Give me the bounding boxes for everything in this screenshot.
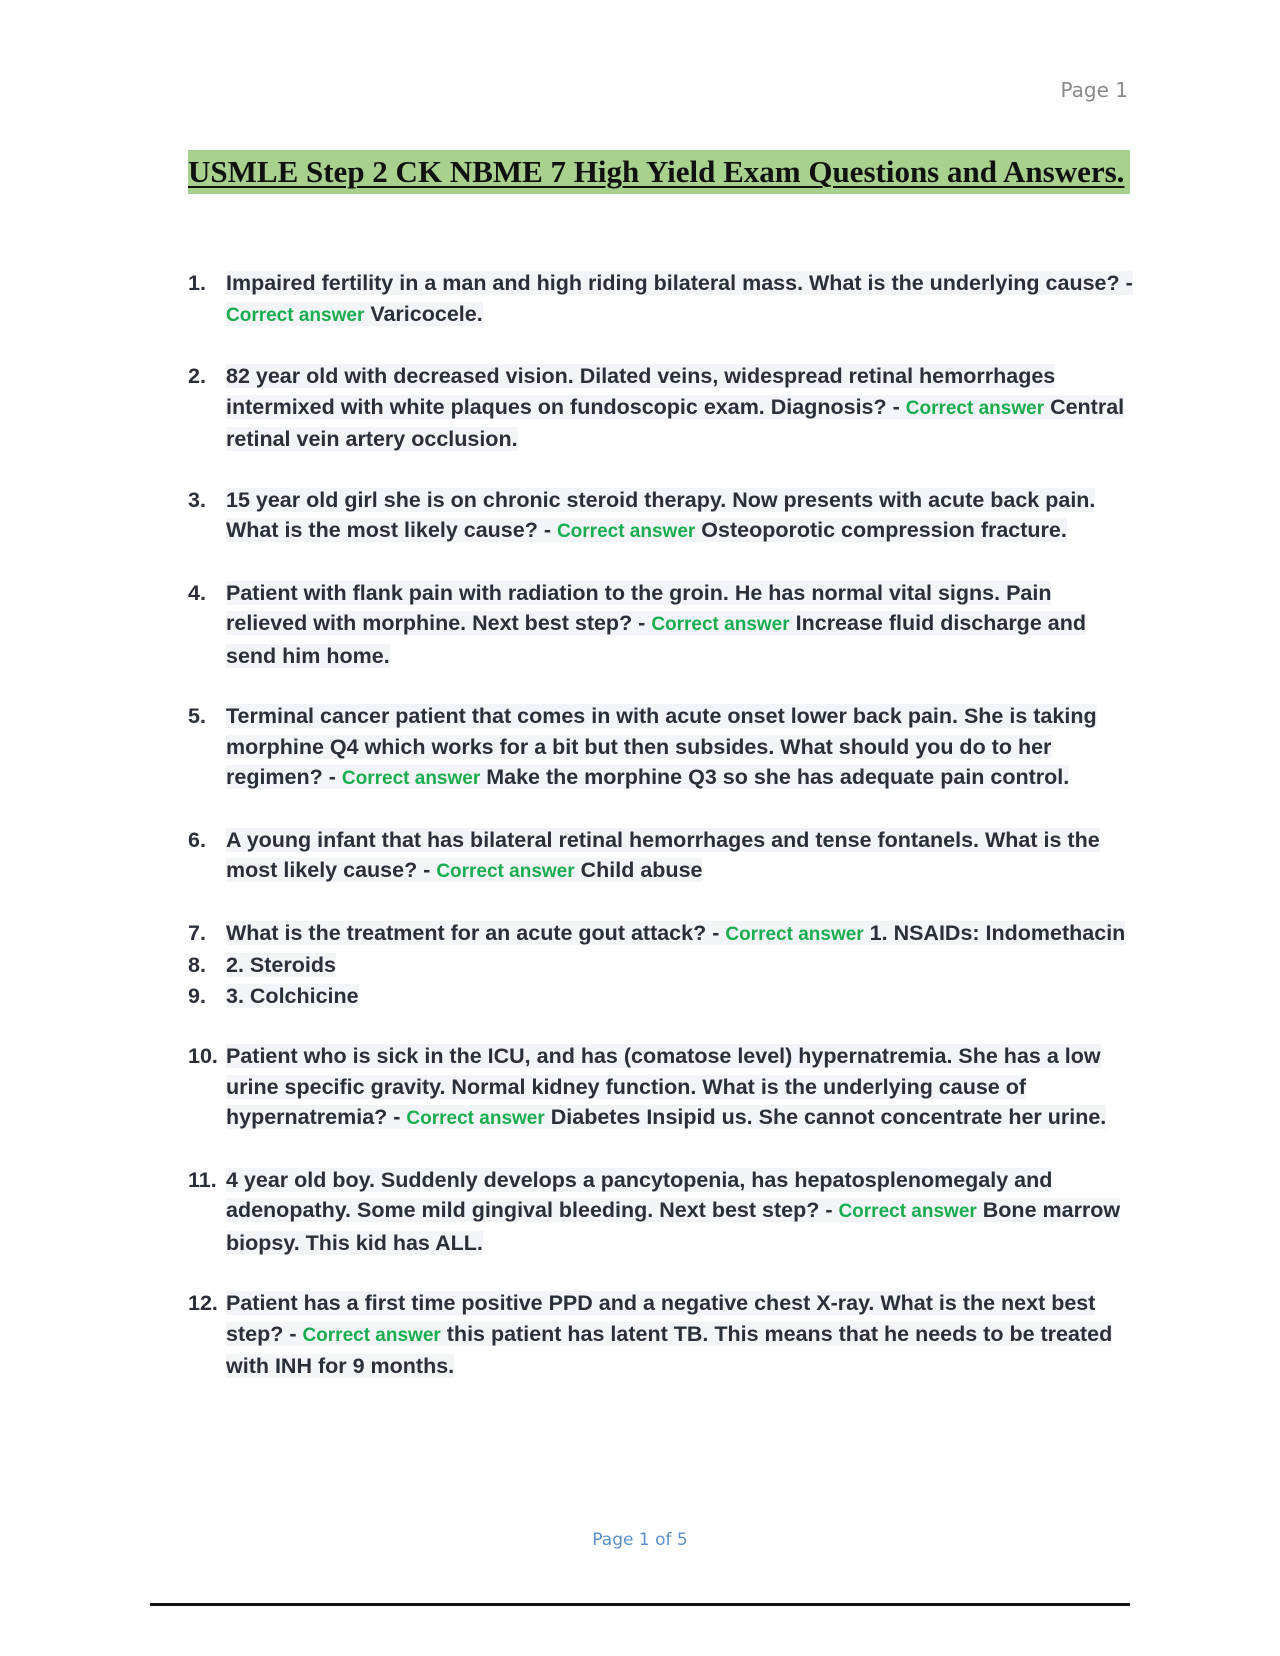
- item-number: 8.: [188, 953, 206, 977]
- footer-divider: [150, 1603, 1130, 1606]
- correct-answer-label: Correct answer: [226, 304, 365, 326]
- question-text: 15 year old girl she is on chronic steroid therapy. Now presents with acute back pain. What is the most likely cause? -: [226, 487, 1096, 542]
- page-header: Page 1: [1060, 78, 1128, 102]
- correct-answer-label: Correct answer: [838, 1201, 977, 1222]
- answer-text: Bone marrow biopsy. This kid has ALL.: [226, 1198, 1121, 1255]
- answer-text: Varicocele.: [364, 301, 483, 326]
- item-number: 11.: [188, 1167, 217, 1192]
- item-number: 6.: [188, 827, 206, 852]
- correct-answer-label: Correct answer: [651, 614, 790, 635]
- correct-answer-label: Correct answer: [556, 521, 696, 542]
- question-text: Patient has a first time positive PPD and a negative chest X-ray. What is the next best step? -: [226, 1291, 1096, 1346]
- document-title-block: [188, 150, 1130, 194]
- document-title: USMLE Step 2 CK NBME 7 High Yield Exam Questions and Answers.: [188, 154, 1125, 189]
- list-item: [188, 825, 1138, 888]
- question-text: What is the treatment for an acute gout attack? -: [226, 920, 726, 945]
- correct-answer-label: Correct answer: [341, 768, 481, 789]
- question-text: 82 year old with decreased vision. Dilated veins, widespread retinal hemorrhages intermixed with white plaques on fundoscopic exam. Diagnosis? -: [226, 364, 1056, 419]
- correct-answer-label: Correct answer: [302, 1324, 441, 1346]
- list-item: [188, 578, 1138, 672]
- answer-text: this patient has latent TB. This means that he needs to be treated with INH for 9 months.: [226, 1321, 1113, 1378]
- item-number: 10.: [188, 1044, 218, 1068]
- correct-answer-label: Correct answer: [905, 397, 1045, 419]
- question-text: Patient with flank pain with radiation to the groin. He has normal vital signs. Pain relieved with morphine. Next best step? -: [226, 580, 1052, 635]
- answer-text: Osteoporotic compression fracture.: [695, 518, 1067, 542]
- answer-text: Make the morphine Q3 so she has adequate pain control.: [480, 765, 1070, 789]
- correct-answer-label: Correct answer: [725, 923, 864, 945]
- list-item-text: 3. Colchicine: [226, 983, 359, 1008]
- list-item-text: 2. Steroids: [226, 953, 336, 977]
- answer-text: Child abuse: [574, 858, 703, 882]
- question-text: Patient who is sick in the ICU, and has (comatose level) hypernatremia. She has a low urine specific gravity. Normal kidney function. What is the underlying cause of hypernatremia? -: [226, 1044, 1101, 1129]
- item-number: 5.: [188, 704, 206, 728]
- list-item: [188, 1165, 1138, 1259]
- list-item: [188, 485, 1138, 548]
- list-item: [188, 268, 1138, 331]
- question-text: Impaired fertility in a man and high riding bilateral mass. What is the underlying cause? -: [226, 271, 1133, 295]
- item-number: 3.: [188, 487, 206, 512]
- correct-answer-label: Correct answer: [406, 1108, 545, 1129]
- list-item: [188, 701, 1138, 795]
- correct-answer-label: Correct answer: [436, 861, 575, 882]
- list-item: [188, 1041, 1138, 1135]
- list-item: [188, 950, 1138, 981]
- answer-text: Central retinal vein artery occlusion.: [226, 394, 1125, 451]
- question-text: 4 year old boy. Suddenly develops a pancytopenia, has hepatosplenomegaly and adenopathy. Some mild gingival bleeding. Next best step? -: [226, 1167, 1053, 1222]
- answer-text: Increase fluid discharge and send him home.: [226, 611, 1086, 668]
- question-text: A young infant that has bilateral retinal hemorrhages and tense fontanels. What is the most likely cause? -: [226, 827, 1100, 882]
- list-item: [188, 361, 1138, 455]
- answer-text: 1. NSAIDs: Indomethacin: [863, 920, 1126, 945]
- item-number: 12.: [188, 1291, 218, 1315]
- list-item: [188, 981, 1138, 1012]
- list-item: [188, 1288, 1138, 1382]
- page-footer: Page 1 of 5: [592, 1530, 688, 1550]
- item-number: 1.: [188, 271, 206, 295]
- item-number: 9.: [188, 983, 206, 1008]
- question-text: Terminal cancer patient that comes in with acute onset lower back pain. She is taking morphine Q4 which works for a bit but then subsides. What should you do to her regimen? -: [226, 704, 1097, 789]
- list-item: [188, 918, 1138, 951]
- item-number: 7.: [188, 920, 206, 945]
- item-number: 4.: [188, 580, 206, 605]
- question-list: [188, 268, 1138, 1382]
- item-number: 2.: [188, 364, 206, 388]
- answer-text: Diabetes Insipid us. She cannot concentrate her urine.: [544, 1105, 1107, 1129]
